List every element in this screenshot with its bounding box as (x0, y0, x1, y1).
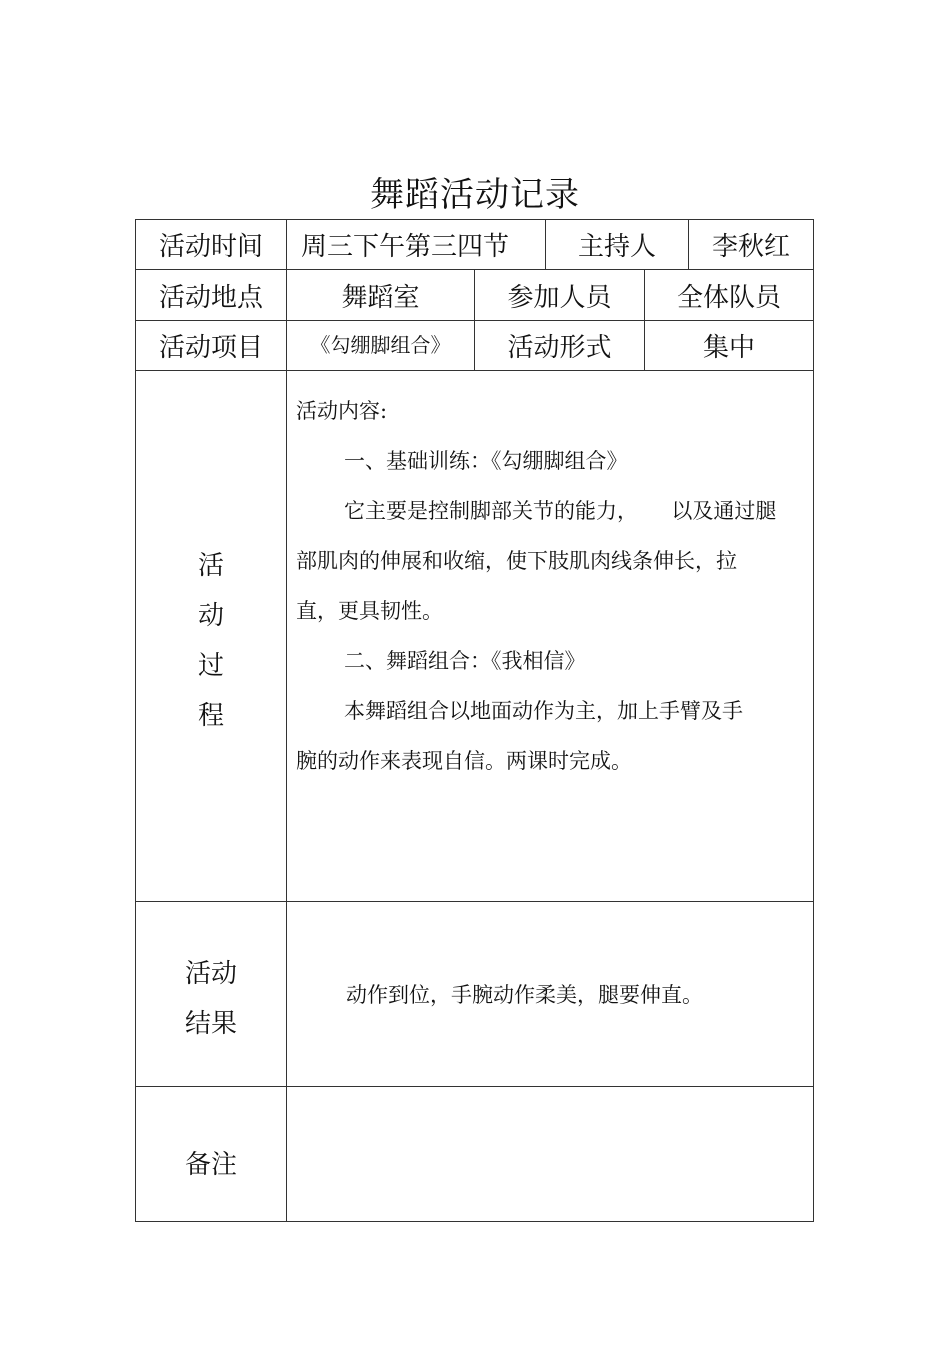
process-label-char: 活 (197, 551, 224, 581)
process-content (296, 386, 806, 786)
content-line: 直，更具韧性。 (296, 599, 443, 623)
process-label-char: 动 (197, 601, 224, 631)
host-value: 李秋红 (711, 232, 790, 262)
content-line: 它主要是控制脚部关节的能力， 以及通过腿 (344, 499, 777, 523)
content-line: 腕的动作来表现自信。两课时完成。 (296, 749, 632, 773)
remarks-value (287, 1087, 813, 1221)
result-label (136, 949, 286, 1049)
content-line: 一、基础训练：《勾绷脚组合》 (344, 449, 628, 473)
row-divider (135, 901, 814, 902)
page-title: 舞蹈活动记录 (370, 175, 580, 215)
content-line: 部肌肉的伸展和收缩，使下肢肌肉线条伸长，拉 (296, 549, 737, 573)
remarks-label: 备注 (184, 1149, 237, 1180)
process-label-char: 程 (197, 701, 224, 731)
content-heading: 活动内容: (296, 399, 388, 423)
host-label: 主持人 (577, 232, 656, 262)
process-label (136, 541, 286, 741)
result-text-line: 动作到位，手腕动作柔美，腿要伸直。 (346, 983, 703, 1007)
form-value: 集中 (702, 333, 755, 363)
place-label: 活动地点 (158, 282, 263, 313)
result-text (346, 970, 806, 1020)
form-label: 活动形式 (507, 333, 612, 363)
table-border-right (813, 219, 814, 1222)
content-line: 本舞蹈组合以地面动作为主，加上手臂及手 (344, 699, 743, 723)
process-label-char: 过 (197, 651, 224, 681)
place-value: 舞蹈室 (341, 282, 420, 313)
participants-value: 全体队员 (676, 282, 781, 313)
label-column-divider (286, 219, 287, 1222)
content-line: 二、舞蹈组合：《我相信》 (344, 649, 586, 673)
item-value: 《勾绷脚组合》 (310, 332, 451, 357)
item-label: 活动项目 (158, 333, 263, 363)
participants-label: 参加人员 (507, 282, 612, 313)
result-label-line: 活动 (184, 959, 237, 989)
time-label: 活动时间 (158, 232, 263, 262)
result-label-line: 结果 (184, 1009, 237, 1039)
time-value: 周三下午第三四节 (301, 232, 510, 262)
